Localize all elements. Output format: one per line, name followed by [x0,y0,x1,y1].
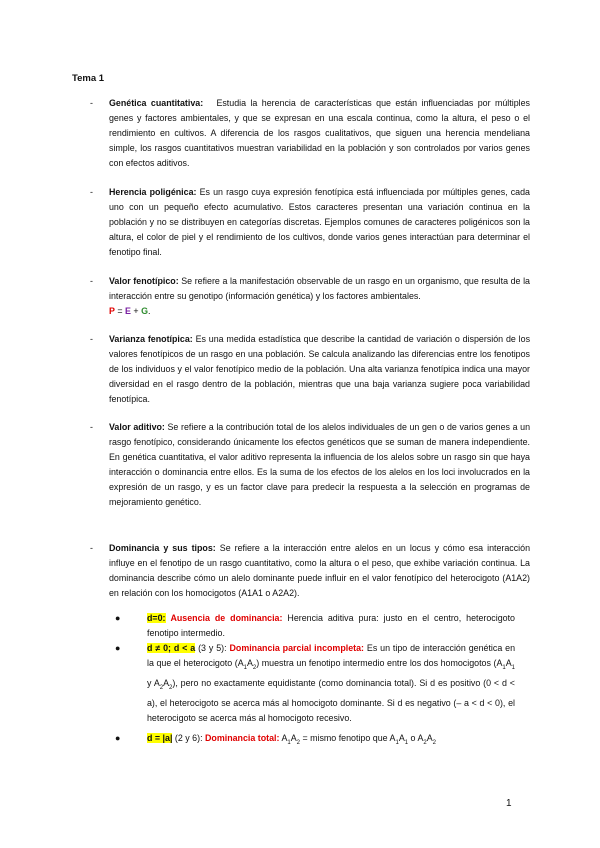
dash-bullet: - [90,98,93,108]
sub-text-part: A [163,677,170,688]
subscript: 1 [511,664,515,671]
subscript: 1 [502,664,506,671]
dash-bullet: - [90,334,93,344]
document-title: Tema 1 [72,73,105,84]
definition-text: Es un rasgo cuya expresión fenotípica está influenciada por múltiples genes, cada uno con un pequeño efecto acumulativo. Estos caracteres presentan una variación continua en la población y no se distribuyen en categorías discretas. Ejemplos comunes de caracteres poligénicos son la altura, el color de piel y el rendimiento de los cultivos, donde varios genes interactúan para determinar el fenotipo final. [109,187,530,257]
formula-p: P [109,306,115,316]
bullet-icon: ● [115,733,121,743]
dash-bullet: - [90,543,93,553]
sub-text-part: Es un tipo de interacción genética en la que el heterocigoto (A [147,643,516,668]
subscript: 2 [169,684,173,691]
formula-plus: + [130,306,142,316]
dash-bullet: - [90,276,93,286]
subscript: 1 [404,739,409,746]
definition-text: Se refiere a la contribución total de los alelos individuales de un gen o de varios genes a un rasgo fenotípico, considerando únicamente los efectos genéticos que se suman de manera independiente. En genética cuantitativa, el valor aditivo representa la influencia de los alelos sobre un rasgo sin que haya interacción o dominancia entre ellos. Es la suma de los efectos de los alelos en los loci involucrados en la expresión de un rasgo, y es un factor clave para predecir la respuesta a la selección en programas de mejoramiento genético. [109,422,530,507]
list-item-valor-aditivo [90,420,530,510]
formula-eq: = [114,306,126,316]
sub-text-part: ), pero no exactamente equidistante (como dominancia total). Si d es positivo (0 < d < a), el heterocigoto se acerca más al homocigoto dominante. Si d es negativo (– a < d < 0), el heterocigoto se acerca más al homocigoto recesivo. [147,677,515,723]
definition-text: Es una medida estadística que describe la cantidad de variación o dispersión de los valores fenotípicos de un rasgo en una población. Se calcula analizando las diferencias entre los fenotipos de los individuos y el valor fenotípico medio de la población. Una alta varianza fenotípica indica una mayor diversidad en el rasgo dentro de la población, mientras que una baja varianza sugiere poca variabilidad fenotípica. [109,334,531,404]
dash-bullet: - [90,187,93,197]
dominance-label: Dominancia total: [205,733,280,743]
sub-text-part: A [281,733,288,743]
sub-text-part: = mismo fenotipo que A [300,733,396,743]
term-label: Genética cuantitativa: [109,98,204,108]
dash-bullet: - [90,422,93,432]
term-label: Valor aditivo: [109,422,165,432]
sub-text-part: A [505,658,512,668]
sub-text-part: A [426,733,433,743]
sub-text-part: ) muestra un fenotipo intermedio entre los dos homocigotos (A [256,658,503,668]
sub-text-part: A [398,733,405,743]
sub-text-part: o A [408,733,424,743]
sub-item-ausencia-dominancia [115,611,515,641]
term-label: Herencia poligénica: [109,187,197,197]
subscript: 2 [252,664,257,671]
subscript: 2 [423,739,427,746]
dominance-label: Ausencia de dominancia: [170,613,283,623]
bullet-icon: ● [115,643,121,653]
subscript: 1 [395,739,399,746]
bullet-icon: ● [115,613,121,623]
list-item-valor-fenotipico [90,274,530,319]
key-highlight: d = |a| [147,733,173,743]
sub-text-part: A [246,658,253,668]
key-highlight: d ≠ 0; d < a [147,643,196,653]
definition-text: Estudia la herencia de características que están influenciadas por múltiples genes y factores ambientales, y que se expresan en una escala continua, como la altura, el peso o el rendimiento en cultivos. A diferencia de los rasgos cualitativos, que siguen una herencia mendeliana simple, los rasgos cuantitativos muestran variabilidad en la población y son controlados por varios genes con efectos aditivos. [109,98,530,168]
cases-label: (2 y 6): [174,733,203,743]
definition-text: Se refiere a la interacción entre alelos en un locus y cómo esa interacción influye en el fenotipo de un rasgo cuantitativo, como la altura o el peso, que exhibe variación continua. La dominancia describe cómo un alelo dominante puede influir en el valor fenotípico del heterocigoto (A1A2) en relación con los homocigotos (A1A1 o A2A2). [109,543,531,598]
definition-text: Se refiere a la manifestación observable de un rasgo en un organismo, que resulta de la interacción entre su genotipo (información genética) y los factores ambientales. [109,276,530,301]
sub-text-part: A [290,733,297,743]
formula-end: . [148,306,151,316]
dominance-label: Dominancia parcial incompleta: [229,643,364,653]
sub-text: Herencia aditiva pura: justo en el centro, heterocigoto fenotipo intermedio. [147,613,515,638]
list-item-dominancia [90,541,530,601]
page-number: 1 [506,798,512,809]
cases-label: (3 y 5): [198,643,227,653]
sub-item-dominancia-total [115,731,515,751]
formula [109,306,150,316]
list-item-varianza-fenotipica [90,332,530,407]
subscript: 1 [287,739,291,746]
sub-text-part: y A [147,677,160,688]
subscript: 2 [296,739,300,746]
subscript: 1 [243,664,247,671]
term-label: Dominancia y sus tipos: [109,543,216,553]
list-item-genetica-cuantitativa [90,96,530,171]
formula-g: G [141,306,148,316]
key-highlight: d=0: [147,613,166,623]
list-item-herencia-poligenica [90,185,530,260]
term-label: Varianza fenotípica: [109,334,193,344]
term-label: Valor fenotípico: [109,276,179,286]
sub-item-dominancia-parcial [115,641,515,726]
subscript: 2 [432,739,436,746]
formula-e: E [125,306,131,316]
subscript: 2 [159,684,164,691]
